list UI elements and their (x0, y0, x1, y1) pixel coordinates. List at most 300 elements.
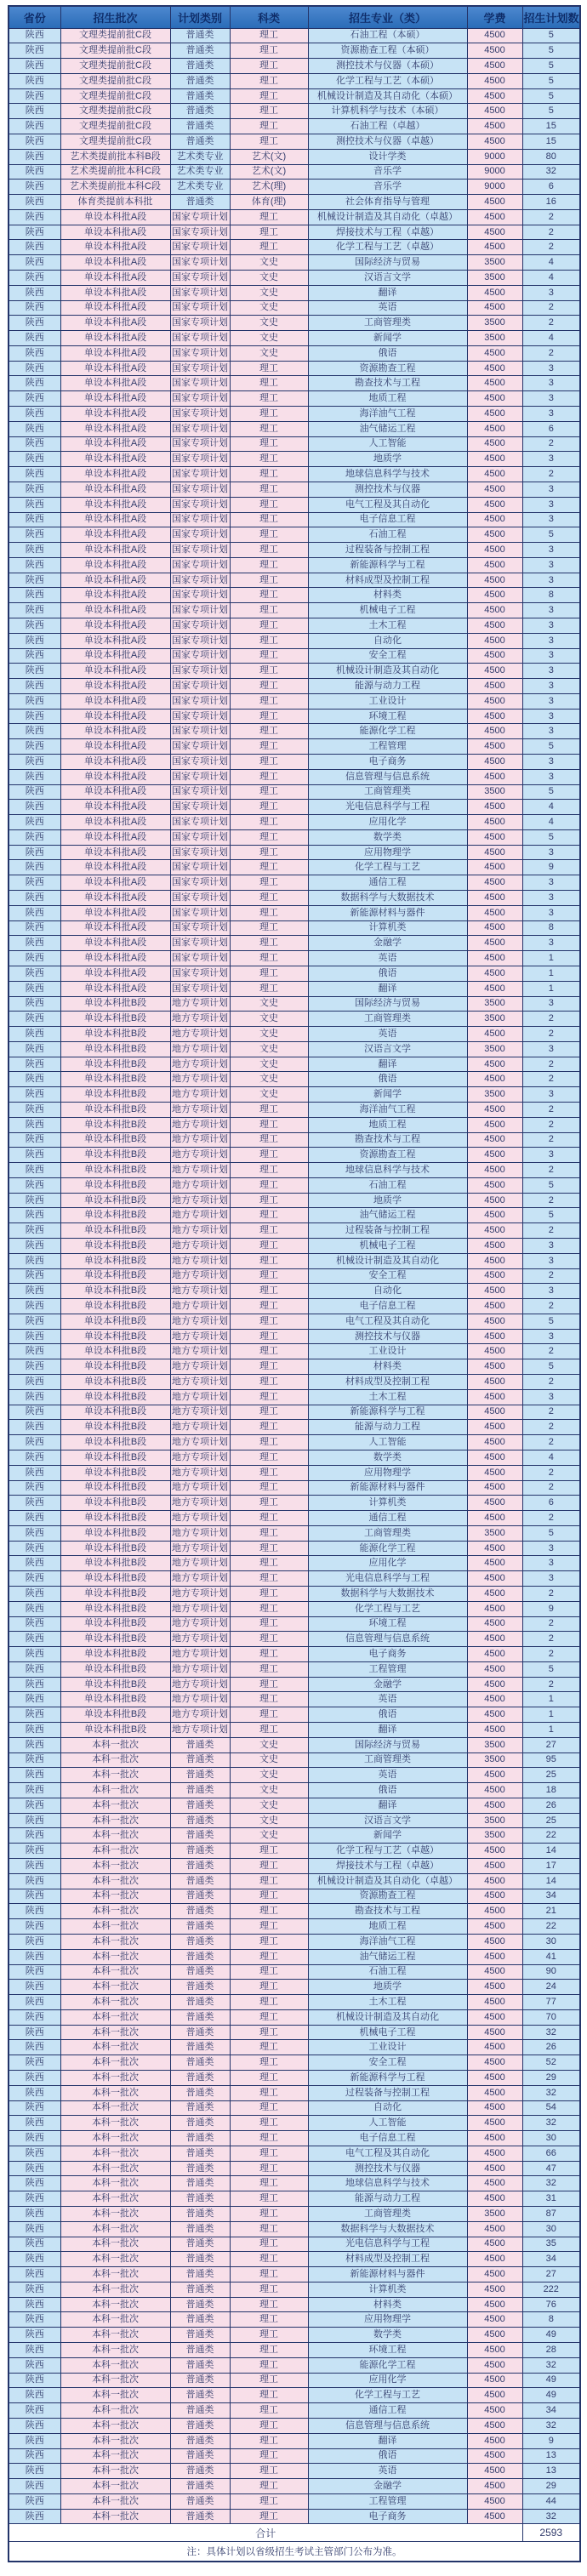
major-cell: 化学工程与工艺 (308, 860, 467, 875)
batch-cell: 本科一批次 (60, 1783, 170, 1798)
tuition-cell: 4500 (467, 2343, 522, 2358)
batch-cell: 单设本科批A段 (60, 845, 170, 860)
tuition-cell: 4500 (467, 693, 522, 709)
batch-cell: 本科一批次 (60, 2479, 170, 2494)
subject-cell: 文史 (230, 1087, 308, 1103)
subject-cell: 理工 (230, 920, 308, 936)
subject-cell: 文史 (230, 1737, 308, 1752)
tuition-cell: 4500 (467, 1919, 522, 1935)
tuition-cell: 4500 (467, 59, 522, 74)
tuition-cell: 3500 (467, 1041, 522, 1057)
major-cell: 石油工程（卓越） (308, 119, 467, 134)
quota-cell: 3 (522, 482, 580, 497)
subject-cell: 理工 (230, 981, 308, 996)
quota-cell: 2 (522, 1435, 580, 1450)
table-row (9, 421, 580, 436)
batch-cell: 单设本科批B段 (60, 1148, 170, 1163)
subject-cell: 理工 (230, 603, 308, 618)
tuition-cell: 4500 (467, 618, 522, 633)
batch-cell: 本科一批次 (60, 2252, 170, 2267)
plan-type-cell: 普通类 (170, 2448, 230, 2464)
table-row (9, 784, 580, 800)
subject-cell: 理工 (230, 2131, 308, 2146)
major-cell: 应用物理学 (308, 845, 467, 860)
plan-type-cell: 普通类 (170, 1919, 230, 1935)
major-cell: 应用物理学 (308, 2312, 467, 2328)
tuition-cell: 4500 (467, 1450, 522, 1465)
batch-cell: 单设本科批A段 (60, 648, 170, 664)
quota-cell: 29 (522, 2070, 580, 2085)
batch-cell: 艺术类提前批本科C段 (60, 180, 170, 195)
subject-cell: 理工 (230, 891, 308, 906)
subject-cell: 理工 (230, 1177, 308, 1193)
province-cell: 陕西 (9, 1359, 60, 1375)
batch-cell: 单设本科批B段 (60, 1632, 170, 1647)
tuition-cell: 4500 (467, 557, 522, 573)
tuition-cell: 4500 (467, 1661, 522, 1677)
major-cell: 自动化 (308, 2100, 467, 2116)
subject-cell: 文史 (230, 285, 308, 300)
quota-cell: 3 (522, 573, 580, 588)
major-cell: 电子商务 (308, 2509, 467, 2524)
table-row (9, 693, 580, 709)
subject-cell: 理工 (230, 225, 308, 240)
province-cell: 陕西 (9, 421, 60, 436)
subject-cell: 理工 (230, 2040, 308, 2055)
subject-cell: 文史 (230, 255, 308, 271)
table-row (9, 2025, 580, 2040)
province-cell: 陕西 (9, 436, 60, 452)
batch-cell: 单设本科批B段 (60, 1057, 170, 1072)
table-row (9, 1632, 580, 1647)
province-cell: 陕西 (9, 1783, 60, 1798)
batch-cell: 本科一批次 (60, 1752, 170, 1768)
table-row (9, 1012, 580, 1027)
tuition-cell: 4500 (467, 73, 522, 88)
table-row (9, 1072, 580, 1087)
quota-cell: 3 (522, 693, 580, 709)
table-row (9, 633, 580, 648)
quota-cell: 44 (522, 2493, 580, 2509)
major-cell: 工程管理 (308, 1661, 467, 1677)
quota-cell: 5 (522, 1359, 580, 1375)
province-cell: 陕西 (9, 1480, 60, 1496)
table-row (9, 2176, 580, 2191)
major-cell: 英语 (308, 1027, 467, 1042)
table-row (9, 1087, 580, 1103)
table-row (9, 845, 580, 860)
major-cell: 金融学 (308, 936, 467, 951)
plan-type-cell: 普通类 (170, 2343, 230, 2358)
subject-cell: 理工 (230, 2312, 308, 2328)
tuition-cell: 3500 (467, 1012, 522, 1027)
tuition-cell: 4500 (467, 815, 522, 830)
plan-type-cell: 艺术类专业 (170, 180, 230, 195)
quota-cell: 2 (522, 1375, 580, 1390)
subject-cell: 理工 (230, 800, 308, 815)
tuition-cell: 4500 (467, 1027, 522, 1042)
major-cell: 石油工程 (308, 1177, 467, 1193)
batch-cell: 单设本科批A段 (60, 936, 170, 951)
table-header (9, 6, 580, 28)
major-cell: 地质工程 (308, 1919, 467, 1935)
major-cell: 勘查技术与工程 (308, 376, 467, 391)
quota-cell: 31 (522, 2191, 580, 2207)
note-row (9, 2542, 580, 2562)
province-cell: 陕西 (9, 2040, 60, 2055)
subject-cell: 理工 (230, 1435, 308, 1450)
province-cell: 陕西 (9, 2100, 60, 2116)
province-cell: 陕西 (9, 1995, 60, 2010)
tuition-cell: 4500 (467, 1541, 522, 1556)
batch-cell: 本科一批次 (60, 1844, 170, 1859)
admission-plan-table (8, 5, 581, 2562)
quota-cell: 32 (522, 2176, 580, 2191)
tuition-cell: 3500 (467, 2207, 522, 2222)
table-row (9, 2055, 580, 2071)
province-cell: 陕西 (9, 134, 60, 149)
batch-cell: 本科一批次 (60, 1919, 170, 1935)
subject-cell: 理工 (230, 2252, 308, 2267)
table-row (9, 452, 580, 467)
tuition-cell: 4500 (467, 2328, 522, 2343)
subject-cell: 理工 (230, 1223, 308, 1239)
province-cell: 陕西 (9, 1132, 60, 1148)
subject-cell: 文史 (230, 1798, 308, 1813)
plan-type-cell: 国家专项计划 (170, 618, 230, 633)
tuition-cell: 4500 (467, 588, 522, 603)
province-cell: 陕西 (9, 1012, 60, 1027)
tuition-cell: 4500 (467, 966, 522, 981)
subject-cell: 理工 (230, 2025, 308, 2040)
batch-cell: 本科一批次 (60, 2357, 170, 2373)
batch-cell: 本科一批次 (60, 2312, 170, 2328)
table-row (9, 1148, 580, 1163)
province-cell: 陕西 (9, 271, 60, 286)
subject-cell: 理工 (230, 73, 308, 88)
major-cell: 电气工程及其自动化 (308, 2146, 467, 2161)
subject-cell: 文史 (230, 1057, 308, 1072)
major-cell: 电子信息工程 (308, 512, 467, 527)
major-cell: 电气工程及其自动化 (308, 1314, 467, 1329)
tuition-cell: 4500 (467, 1057, 522, 1072)
province-cell: 陕西 (9, 739, 60, 755)
subject-cell: 理工 (230, 2191, 308, 2207)
table-row (9, 1299, 580, 1314)
quota-cell: 5 (522, 59, 580, 74)
quota-cell: 2 (522, 1344, 580, 1359)
tuition-cell: 4500 (467, 1677, 522, 1692)
major-cell: 材料成型及控制工程 (308, 2252, 467, 2267)
province-cell: 陕西 (9, 1375, 60, 1390)
quota-cell: 41 (522, 1949, 580, 1964)
subject-cell: 理工 (230, 1480, 308, 1496)
subject-cell: 理工 (230, 1208, 308, 1223)
table-row (9, 73, 580, 88)
plan-type-cell: 普通类 (170, 2040, 230, 2055)
province-cell: 陕西 (9, 467, 60, 482)
table-row (9, 2085, 580, 2100)
batch-cell: 单设本科批B段 (60, 1677, 170, 1692)
quota-cell: 2 (522, 1616, 580, 1632)
quota-cell: 2 (522, 1163, 580, 1178)
quota-cell: 3 (522, 679, 580, 694)
major-cell: 俄语 (308, 966, 467, 981)
table-row (9, 996, 580, 1012)
subject-cell: 理工 (230, 2373, 308, 2388)
major-cell: 新能源材料与器件 (308, 1480, 467, 1496)
plan-type-cell: 国家专项计划 (170, 603, 230, 618)
subject-cell: 理工 (230, 119, 308, 134)
quota-cell: 27 (522, 2267, 580, 2282)
plan-type-cell: 国家专项计划 (170, 875, 230, 891)
subject-cell: 理工 (230, 1889, 308, 1904)
quota-cell: 9 (522, 2433, 580, 2448)
table-row (9, 2479, 580, 2494)
quota-cell: 22 (522, 1828, 580, 1844)
subject-cell: 理工 (230, 2493, 308, 2509)
batch-cell: 单设本科批A段 (60, 225, 170, 240)
quota-cell: 76 (522, 2297, 580, 2312)
table-row (9, 2509, 580, 2524)
tuition-cell: 4500 (467, 1314, 522, 1329)
major-cell: 油气储运工程 (308, 1949, 467, 1964)
batch-cell: 本科一批次 (60, 2464, 170, 2479)
major-cell: 国际经济与贸易 (308, 996, 467, 1012)
major-cell: 材料类 (308, 1359, 467, 1375)
tuition-cell: 4500 (467, 603, 522, 618)
batch-cell: 文理类提前批C段 (60, 88, 170, 104)
province-cell: 陕西 (9, 1556, 60, 1571)
province-cell: 陕西 (9, 43, 60, 59)
subject-cell: 理工 (230, 1949, 308, 1964)
batch-cell: 本科一批次 (60, 1995, 170, 2010)
major-cell: 汉语言文学 (308, 1813, 467, 1828)
quota-cell: 32 (522, 164, 580, 180)
tuition-cell: 4500 (467, 573, 522, 588)
quota-cell: 2 (522, 1132, 580, 1148)
table-row (9, 225, 580, 240)
plan-type-cell: 国家专项计划 (170, 905, 230, 920)
table-row (9, 618, 580, 633)
province-cell: 陕西 (9, 1723, 60, 1738)
table-row (9, 119, 580, 134)
plan-type-cell: 普通类 (170, 104, 230, 119)
major-cell: 工业设计 (308, 1344, 467, 1359)
plan-type-cell: 国家专项计划 (170, 482, 230, 497)
province-cell: 陕西 (9, 845, 60, 860)
plan-type-cell: 普通类 (170, 28, 230, 43)
table-row (9, 724, 580, 739)
tuition-cell: 4500 (467, 527, 522, 543)
tuition-cell: 4500 (467, 2418, 522, 2433)
batch-cell: 单设本科批A段 (60, 815, 170, 830)
batch-cell: 单设本科批B段 (60, 996, 170, 1012)
plan-type-cell: 国家专项计划 (170, 573, 230, 588)
plan-type-cell: 地方专项计划 (170, 1193, 230, 1208)
province-cell: 陕西 (9, 512, 60, 527)
major-cell: 工商管理类 (308, 1525, 467, 1541)
table-row (9, 1041, 580, 1057)
batch-cell: 单设本科批B段 (60, 1707, 170, 1723)
column-header-3: 科类 (230, 6, 308, 28)
quota-cell: 5 (522, 527, 580, 543)
quota-cell: 3 (522, 618, 580, 633)
quota-cell: 3 (522, 497, 580, 512)
plan-type-cell: 国家专项计划 (170, 391, 230, 407)
quota-cell: 3 (522, 452, 580, 467)
major-cell: 材料成型及控制工程 (308, 1375, 467, 1390)
tuition-cell: 4500 (467, 1783, 522, 1798)
province-cell: 陕西 (9, 784, 60, 800)
plan-type-cell: 地方专项计划 (170, 1012, 230, 1027)
plan-type-cell: 国家专项计划 (170, 271, 230, 286)
batch-cell: 单设本科批A段 (60, 920, 170, 936)
quota-cell: 49 (522, 2328, 580, 2343)
subject-cell: 理工 (230, 2448, 308, 2464)
subject-cell: 理工 (230, 2070, 308, 2085)
table-row (9, 1859, 580, 1874)
quota-cell: 3 (522, 905, 580, 920)
province-cell: 陕西 (9, 2312, 60, 2328)
tuition-cell: 4500 (467, 2479, 522, 2494)
province-cell: 陕西 (9, 2479, 60, 2494)
quota-cell: 2 (522, 209, 580, 225)
plan-type-cell: 国家专项计划 (170, 331, 230, 346)
table-row (9, 1934, 580, 1949)
plan-type-cell: 地方专项计划 (170, 1102, 230, 1117)
table-row (9, 1389, 580, 1405)
batch-cell: 单设本科批B段 (60, 1450, 170, 1465)
plan-type-cell: 普通类 (170, 2388, 230, 2403)
province-cell: 陕西 (9, 209, 60, 225)
table-row (9, 1208, 580, 1223)
tuition-cell: 4500 (467, 2237, 522, 2252)
province-cell: 陕西 (9, 966, 60, 981)
plan-type-cell: 地方专项计划 (170, 1177, 230, 1193)
table-row (9, 966, 580, 981)
subject-cell: 理工 (230, 2085, 308, 2100)
subject-cell: 理工 (230, 407, 308, 422)
plan-type-cell: 普通类 (170, 88, 230, 104)
tuition-cell: 4500 (467, 1571, 522, 1587)
tuition-cell: 4500 (467, 1299, 522, 1314)
batch-cell: 本科一批次 (60, 1980, 170, 1995)
province-cell: 陕西 (9, 875, 60, 891)
quota-cell: 28 (522, 2343, 580, 2358)
batch-cell: 单设本科批A段 (60, 875, 170, 891)
table-row (9, 1375, 580, 1390)
subject-cell: 理工 (230, 2433, 308, 2448)
table-row (9, 1253, 580, 1268)
province-cell: 陕西 (9, 920, 60, 936)
tuition-cell: 4500 (467, 648, 522, 664)
batch-cell: 单设本科批B段 (60, 1405, 170, 1420)
tuition-cell: 4500 (467, 845, 522, 860)
plan-type-cell: 普通类 (170, 2493, 230, 2509)
major-cell: 工商管理类 (308, 2207, 467, 2222)
table-row (9, 300, 580, 316)
plan-type-cell: 普通类 (170, 1934, 230, 1949)
plan-type-cell: 国家专项计划 (170, 815, 230, 830)
table-row (9, 1057, 580, 1072)
major-cell: 国际经济与贸易 (308, 255, 467, 271)
subject-cell: 理工 (230, 2146, 308, 2161)
major-cell: 英语 (308, 300, 467, 316)
tuition-cell: 3500 (467, 331, 522, 346)
batch-cell: 单设本科批A段 (60, 603, 170, 618)
table-row (9, 376, 580, 391)
major-cell: 过程装备与控制工程 (308, 543, 467, 558)
plan-type-cell: 国家专项计划 (170, 633, 230, 648)
table-row (9, 2357, 580, 2373)
batch-cell: 本科一批次 (60, 2070, 170, 2085)
subject-cell: 理工 (230, 1723, 308, 1738)
table-row (9, 104, 580, 119)
quota-cell: 4 (522, 255, 580, 271)
quota-cell: 3 (522, 1148, 580, 1163)
major-cell: 计算机科学与技术（本硕） (308, 104, 467, 119)
plan-type-cell: 国家专项计划 (170, 512, 230, 527)
tuition-cell: 4500 (467, 361, 522, 376)
major-cell: 计算机类 (308, 2282, 467, 2297)
batch-cell: 本科一批次 (60, 2403, 170, 2419)
subject-cell: 理工 (230, 1132, 308, 1148)
batch-cell: 本科一批次 (60, 1964, 170, 1980)
tuition-cell: 4500 (467, 2509, 522, 2524)
subject-cell: 文史 (230, 1768, 308, 1783)
plan-type-cell: 国家专项计划 (170, 436, 230, 452)
table-row (9, 2131, 580, 2146)
quota-cell: 3 (522, 512, 580, 527)
batch-cell: 体育类提前本科批 (60, 195, 170, 210)
table-row (9, 1556, 580, 1571)
plan-type-cell: 国家专项计划 (170, 209, 230, 225)
batch-cell: 单设本科批A段 (60, 497, 170, 512)
table-row (9, 891, 580, 906)
subject-cell: 理工 (230, 1873, 308, 1889)
table-row (9, 1980, 580, 1995)
province-cell: 陕西 (9, 119, 60, 134)
subject-cell: 理工 (230, 860, 308, 875)
tuition-cell: 4500 (467, 43, 522, 59)
major-cell: 新能源科学与工程 (308, 2070, 467, 2085)
table-row (9, 1132, 580, 1148)
major-cell: 地球信息科学与技术 (308, 1163, 467, 1178)
batch-cell: 本科一批次 (60, 1934, 170, 1949)
batch-cell: 单设本科批A段 (60, 618, 170, 633)
batch-cell: 本科一批次 (60, 1737, 170, 1752)
batch-cell: 单设本科批A段 (60, 255, 170, 271)
table-row (9, 316, 580, 331)
province-cell: 陕西 (9, 285, 60, 300)
header-row (9, 6, 580, 28)
province-cell: 陕西 (9, 2357, 60, 2373)
plan-type-cell: 地方专项计划 (170, 1239, 230, 1254)
major-cell: 光电信息科学与工程 (308, 2237, 467, 2252)
quota-cell: 2 (522, 316, 580, 331)
quota-cell: 5 (522, 28, 580, 43)
major-cell: 社会体育指导与管理 (308, 195, 467, 210)
major-cell: 英语 (308, 2464, 467, 2479)
quota-cell: 80 (522, 149, 580, 164)
quota-cell: 3 (522, 1571, 580, 1587)
plan-type-cell: 国家专项计划 (170, 860, 230, 875)
batch-cell: 单设本科批B段 (60, 1012, 170, 1027)
plan-type-cell: 普通类 (170, 1964, 230, 1980)
table-row (9, 543, 580, 558)
major-cell: 通信工程 (308, 1511, 467, 1526)
